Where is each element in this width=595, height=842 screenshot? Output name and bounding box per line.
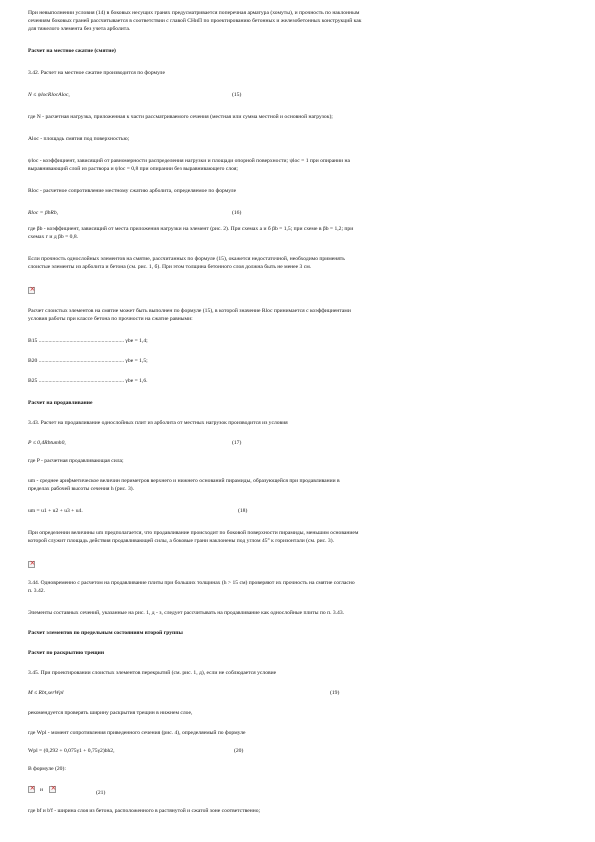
layered-elements-line2: условия работы при классе бетона по прочности на сжатие равными: (28, 316, 193, 322)
paragraph-3-44-line2: п. 3.42. (28, 588, 45, 594)
um-definition-line2: пределах рабочей высоты сечения h (рис. 3). (28, 486, 135, 492)
um-definition: um - среднее арифметическое величин периметров верхнего и нижнего оснований пирамиды, образующейся при продавливании в (28, 478, 340, 484)
formula-15: N ≤ ψlocRlocAloc, (28, 92, 70, 98)
paragraph-intro-line2: сечениям боковых граней рассчитывается в соответствии с главой СНиП по проектированию бетонных и железобетонных конструкций как (28, 18, 362, 24)
where-n: где N - расчетная нагрузка, приложенная к части рассматриваемого сечения (местная или сумма местной и основной нагрузок); (28, 114, 333, 120)
formula-18-number: (18) (238, 508, 248, 514)
paragraph-3-43: 3.43. Расчет на продавливание однослойных плит из арболита от местных нагрузок производится из условия (28, 420, 288, 426)
paragraph-intro: При невыполнении условия (14) в боковых несущих гранях предусматривается поперечная арматура (хомуты), и прочность по наклонным (28, 10, 360, 16)
formula-16: Rloc = βbRb, (28, 210, 59, 216)
formula-21-number: (21) (96, 790, 106, 796)
broken-image-icon (28, 561, 35, 568)
class-b25: В25 ............................................................. γbe = 1,6. (28, 378, 148, 384)
broken-image-icon (49, 786, 56, 793)
paragraph-3-44: 3.44. Одновременно с расчетом на продавливание плиты при больших толщинах (h > 15 см) проверяют их прочность на смятие согласно (28, 580, 355, 586)
broken-image-icon (28, 287, 35, 294)
formula-17-number: (17) (232, 440, 242, 446)
where-p: где P - расчетная продавливающая сила; (28, 458, 124, 464)
class-b15: В15 ............................................................. γbe = 1,4; (28, 338, 148, 344)
paragraph-3-45: 3.45. При проектировании слоистых элементов перекрытий (см. рис. 1, д), если не соблюдается условие (28, 670, 277, 676)
um-determination-line2: которой служит площадь действия продавливающей силы, а боковые грани наклонены под углом 45° к горизонтали (см. рис. 3). (28, 538, 334, 544)
formula-18: um = u1 + u2 + u3 + u4. (28, 508, 83, 514)
class-b20: В20 ............................................................. γbe = 1,5; (28, 358, 148, 364)
formula-19-number: (19) (330, 690, 340, 696)
heading-second-group: Расчет элементов по предельным состояниям второй группы (28, 630, 183, 636)
rloc-definition: Rloc - расчетное сопротивление местному сжатию арболита, определяемое по формуле (28, 188, 237, 194)
heading-punching: Расчет на продавливание (28, 400, 93, 406)
in-formula-20: В формуле (20): (28, 766, 66, 772)
formula-17: P ≤ 0,4Rbtumh0, (28, 440, 66, 446)
and-conjunction: и (40, 787, 43, 793)
beta-definition-line2: схемах г и д βb = 0,8. (28, 234, 79, 240)
recommendation: рекомендуется проверять ширину раскрытия трещин в нижнем слое, (28, 710, 193, 716)
layered-elements-paragraph: Расчет слоистых элементов на смятие может быть выполнен по формуле (15), в которой значение Rloc принимается с коэффициентами (28, 308, 351, 314)
formula-19: M ≤ Rbt,serWpl (28, 690, 64, 696)
psi-definition-line2: выравнивающий слой из раствора и ψloc = 0,8 при опирании без выравнивающего слоя; (28, 166, 238, 172)
insufficient-strength-paragraph: Если прочность однослойных элементов на смятие, рассчитанных по формуле (15), окажется недостаточной, необходимо применять (28, 256, 345, 262)
heading-local-compression: Расчет на местное сжатие (смятие) (28, 48, 116, 54)
composite-sections: Элементы составных сечений, указанные на рис. 1, д - з, следует рассчитывать на продавливание как однослойные плиты по п. 3.43. (28, 610, 345, 616)
broken-image-icon (28, 786, 35, 793)
paragraph-3-42: 3.42. Расчет на местное сжатие производится по формуле (28, 70, 165, 76)
beta-definition: где βb - коэффициент, зависящий от места приложения нагрузки на элемент (рис. 2). При схемах а и б βb = 1,5; при схеме в βb = 1,2; при (28, 226, 354, 232)
formula-16-number: (16) (232, 210, 242, 216)
aloc-definition: Aloc - площадь смятия под поверхностью; (28, 136, 130, 142)
um-determination: При определении величины um предполагается, что продавливание происходит по боковой поверхности пирамиды, меньшим основанием (28, 530, 359, 536)
heading-crack-width: Расчет по раскрытию трещин (28, 650, 105, 656)
formula-15-number: (15) (232, 92, 242, 98)
psi-definition: ψloc - коэффициент, зависящий от равномерности распределения нагрузки и площади опорной поверхности; ψloc = 1 при опирании на (28, 158, 351, 164)
insufficient-strength-line2: слоистые элементы из арболита и бетона (см. рис. 1, б). При этом толщина бетонного слоя должна быть не менее 3 см. (28, 264, 312, 270)
wpl-definition: где Wpl - момент сопротивления приведенного сечения (рис. 4), определяемый по формуле (28, 730, 246, 736)
formula-20-number: (20) (234, 748, 244, 754)
formula-20: Wpl = (0,292 + 0,075γ1 + 0,75γ2)bh2, (28, 748, 115, 754)
bf-definition: где bf и b'f - ширина слоя из бетона, расположенного в растянутой и сжатой зоне соответственно; (28, 808, 261, 814)
paragraph-intro-line3: для тяжелого элемента без учета арболита. (28, 26, 131, 32)
